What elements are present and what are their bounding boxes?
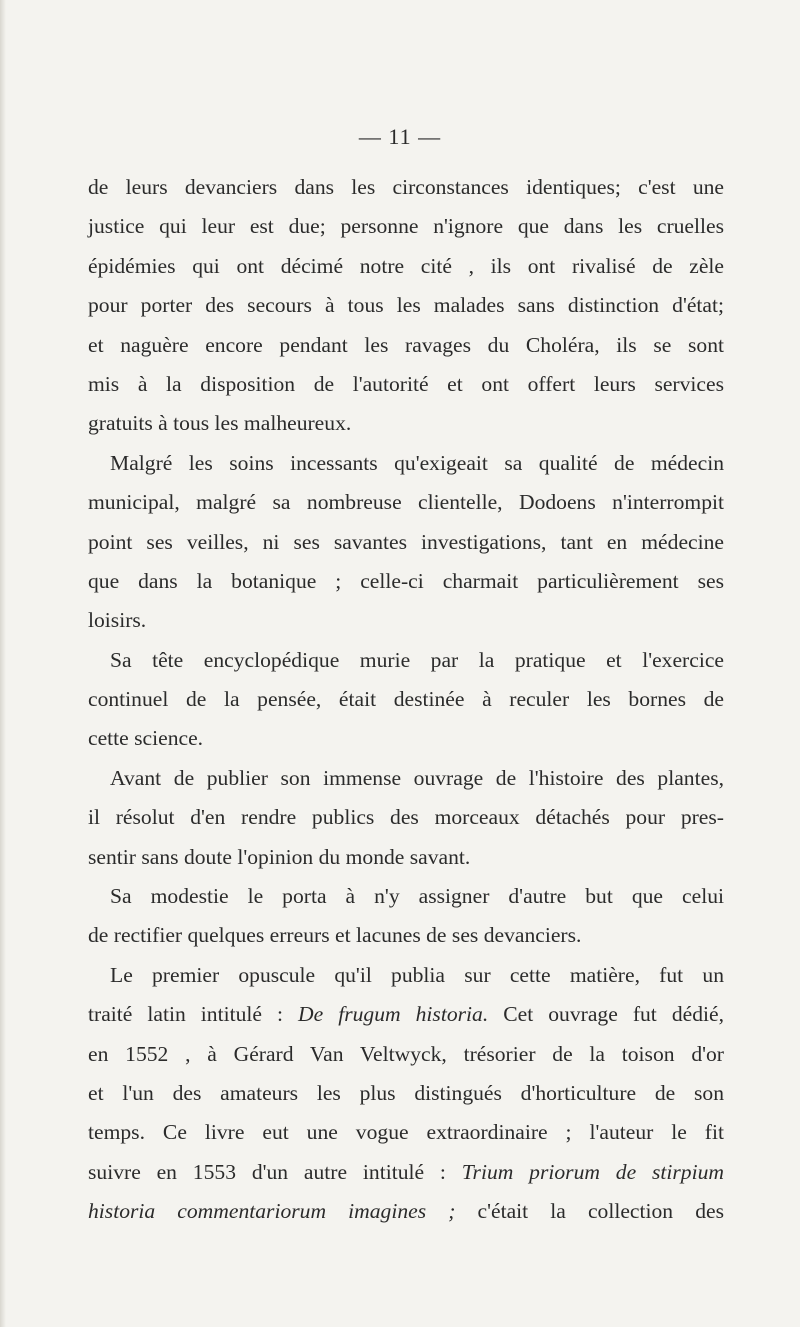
spine-shadow <box>0 0 6 1327</box>
text-line: pour porter des secours à tous les malades sans distinction d'état; <box>88 293 724 318</box>
book-title-italic: Trium priorum de stirpium <box>461 1159 724 1184</box>
text-segment: traité latin intitulé : <box>88 1002 283 1027</box>
body-text <box>88 168 724 1232</box>
text-line: continuel de la pensée, était destinée à reculer les bornes de <box>88 687 724 712</box>
text-line: de leurs devanciers dans les circonstances identiques; c'est une <box>88 175 724 199</box>
text-line: et l'un des amateurs les plus distingués d'horticulture de son <box>88 1080 724 1105</box>
text-line: gratuits à tous les malheureux. <box>88 411 352 436</box>
text-line: temps. Ce livre eut une vogue extraordinaire ; l'auteur le fit <box>88 1120 724 1145</box>
text-line: en 1552 , à Gérard Van Veltwyck, trésorier de la toison d'or <box>88 1041 724 1066</box>
text-line: justice qui leur est due; personne n'ignore que dans les cruelles <box>88 214 724 239</box>
text-line: point ses veilles, ni ses savantes investigations, tant en médecine <box>88 529 724 554</box>
text-segment: Cet ouvrage fut dédié, <box>503 1002 724 1027</box>
text-line: que dans la botanique ; celle-ci charmait particulièrement ses <box>88 568 724 593</box>
text-line: épidémies qui ont décimé notre cité , ils ont rivalisé de zèle <box>88 253 724 278</box>
page-number: — 11 — <box>358 124 442 149</box>
text-line: et naguère encore pendant les ravages du Choléra, ils se sont <box>88 332 724 357</box>
text-line: mis à la disposition de l'autorité et ont offert leurs services <box>88 371 724 396</box>
text-line: Sa tête encyclopédique murie par la pratique et l'exercice <box>110 647 724 672</box>
text-line: Avant de publier son immense ouvrage de l'histoire des plantes, <box>110 765 724 790</box>
text-line: il résolut d'en rendre publics des morceaux détachés pour pres- <box>88 805 724 830</box>
text-line: Malgré les soins incessants qu'exigeait sa qualité de médecin <box>110 450 724 475</box>
text-line: de rectifier quelques erreurs et lacunes de ses devanciers. <box>88 923 582 948</box>
book-title-italic: historia commentariorum imagines ; <box>88 1199 456 1224</box>
book-title-italic: De frugum historia. <box>298 1002 489 1027</box>
text-line: loisirs. <box>88 608 147 633</box>
text-segment: c'était la collection des <box>477 1199 724 1224</box>
text-line: municipal, malgré sa nombreuse clientelle, Dodoens n'interrompit <box>88 490 724 515</box>
text-line: sentir sans doute l'opinion du monde savant. <box>88 844 471 869</box>
text-line: cette science. <box>88 726 204 751</box>
text-line: Le premier opuscule qu'il publia sur cette matière, fut un <box>110 962 724 987</box>
text-line-mixed <box>88 1153 724 1192</box>
text-segment: suivre en 1553 d'un autre intitulé : <box>88 1159 446 1184</box>
text-line: Sa modestie le porta à n'y assigner d'autre but que celui <box>110 884 724 909</box>
text-line-mixed <box>88 1192 724 1231</box>
text-line-mixed <box>88 995 724 1034</box>
